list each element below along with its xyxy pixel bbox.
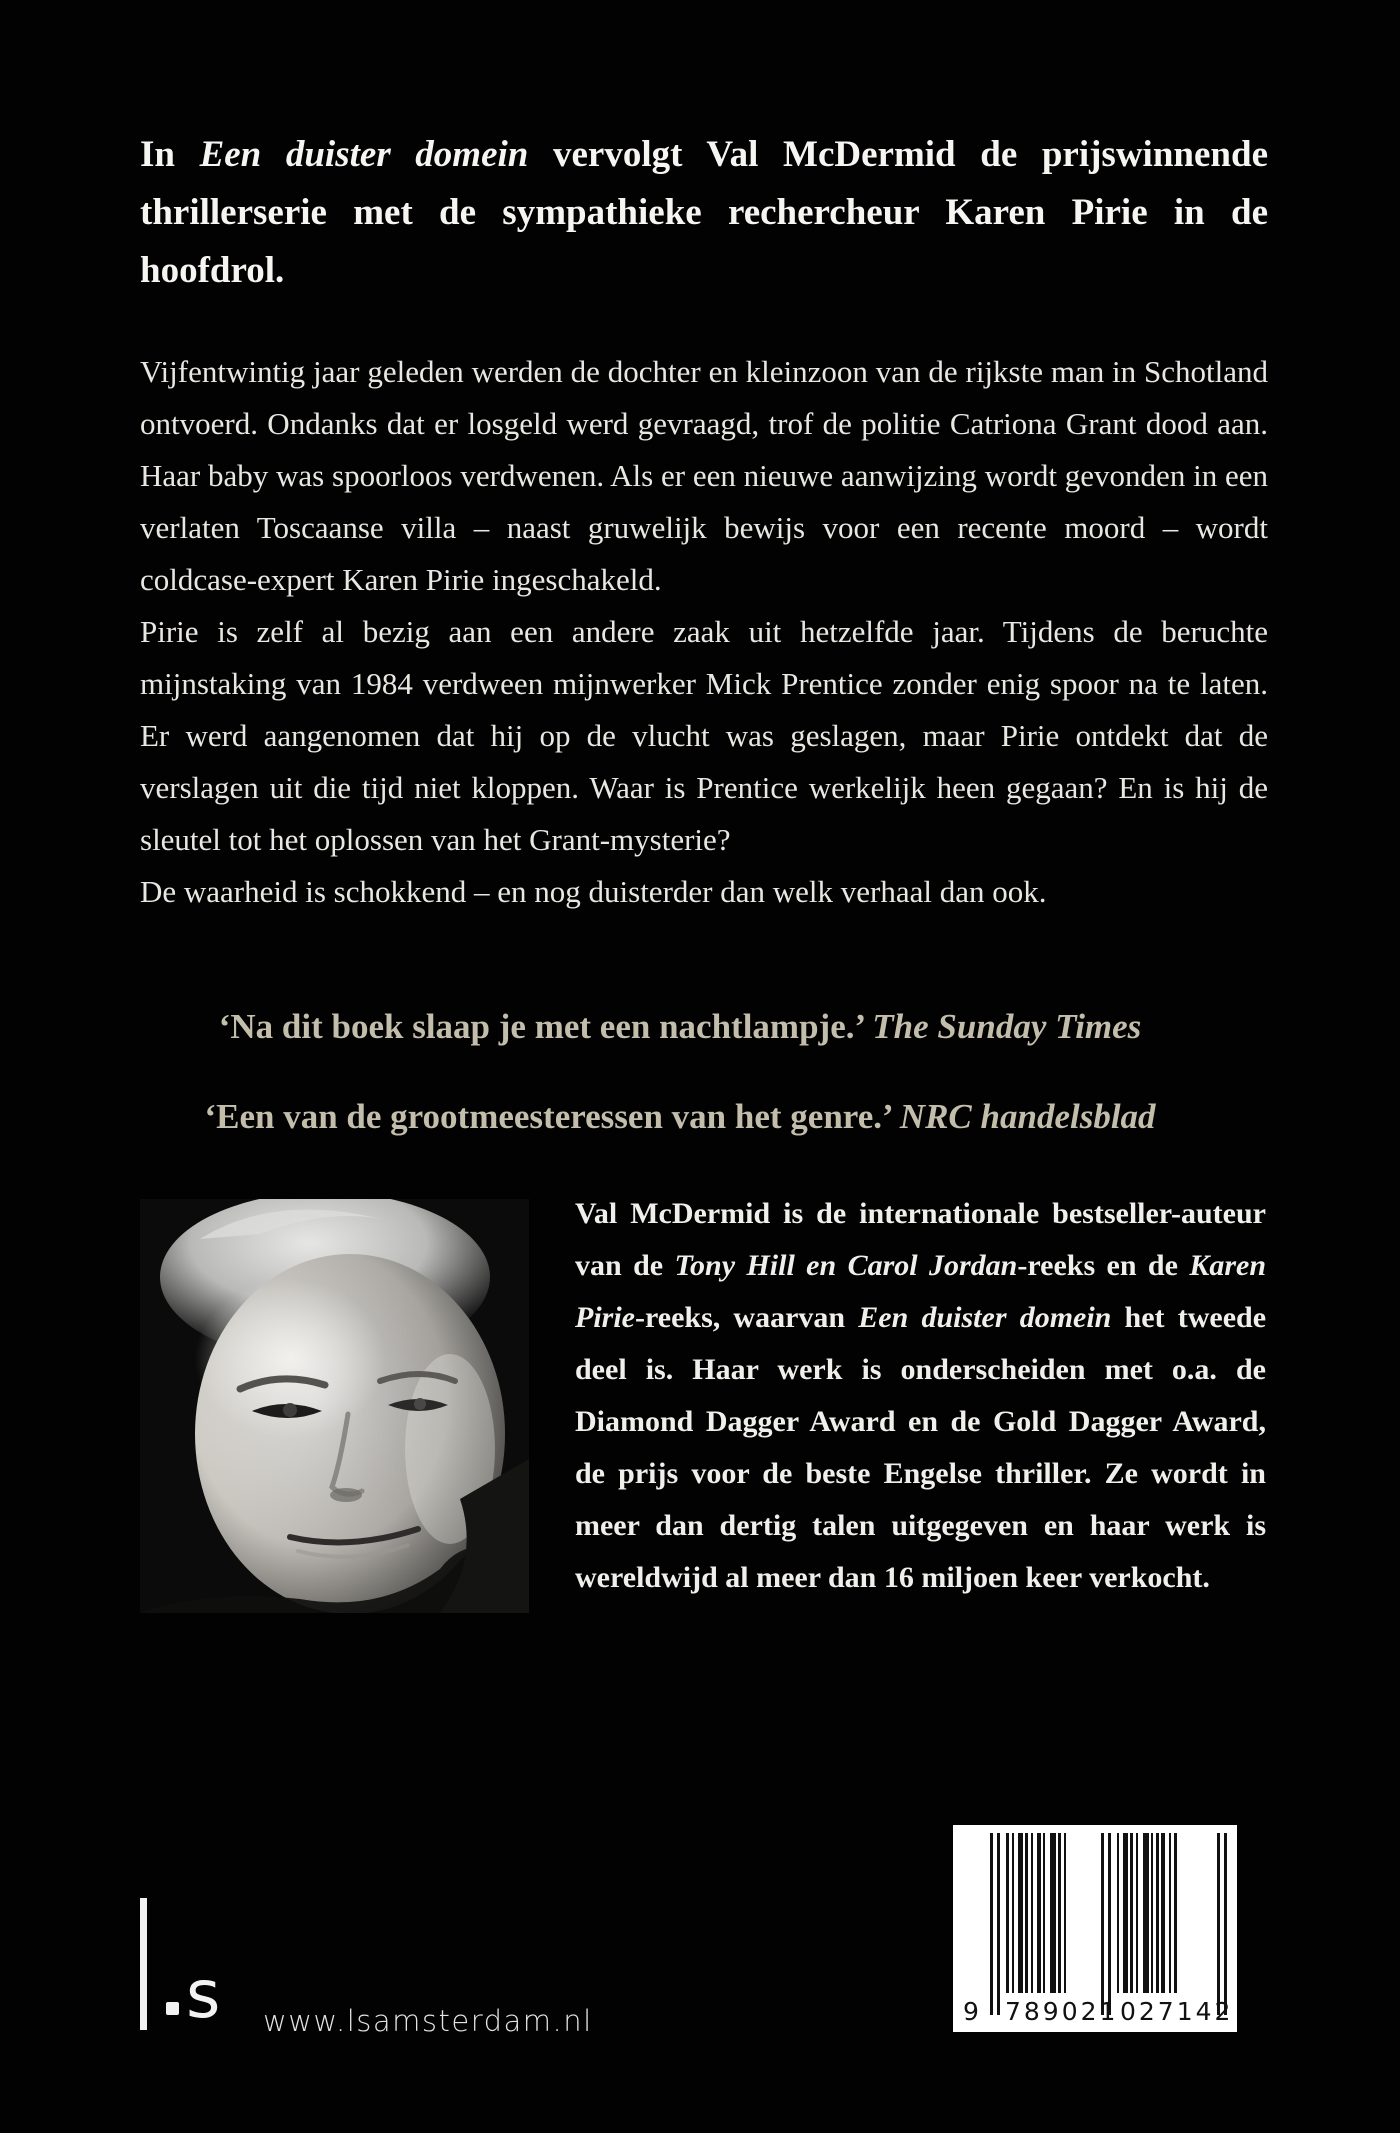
bio-series-tony-hill: Tony Hill en Carol Jordan	[674, 1249, 1018, 1282]
bio-series-karen-pirie: Karen Pirie	[575, 1249, 1266, 1334]
press-quotes	[100, 982, 1260, 1162]
quote-nrc	[100, 1072, 1260, 1162]
quote-text: ‘Een van de grootmeesteressen van het genre.’	[204, 1097, 900, 1136]
synopsis-paragraph-2: Pirie is zelf al bezig aan een andere zaak uit hetzelfde jaar. Tijdens de beruchte mijnstaking van 1984 verdween mijnwerker Mick Prentice zonder enig spoor na te laten. Er werd aangenomen dat hij op de vlucht was geslagen, maar Pirie ontdekt dat de verslagen uit die tijd niet kloppen. Waar is Prentice werkelijk heen gegaan? En is hij de sleutel tot het oplossen van het Grant-mysterie?	[140, 614, 1268, 857]
publisher-logo-dot	[166, 2002, 179, 2015]
publisher-logo-s: s	[186, 1956, 221, 2033]
barcode-group2: 027142	[1120, 1997, 1234, 2026]
book-title-italic: Een duister domein	[199, 134, 529, 175]
barcode-group1: 789021	[1005, 1997, 1119, 2026]
author-bio	[575, 1188, 1266, 1604]
synopsis-paragraph-1: Vijfentwintig jaar geleden werden de dochter en kleinzoon van de rijkste man in Schotland ontvoerd. Ondanks dat er losgeld werd gevraagd, trof de politie Catriona Grant dood aan. Haar baby was spoorloos verdwenen. Als er een nieuwe aanwijzing wordt gevonden in een verlaten Toscaanse villa – naast gruwelijk bewijs voor een recente moord – wordt coldcase-expert Karen Pirie ingeschakeld.	[140, 354, 1268, 597]
publisher-logo-l-bar	[140, 1898, 147, 2030]
bio-seg: -reeks en de	[1017, 1249, 1190, 1282]
bio-book-title: Een duister domein	[858, 1301, 1112, 1334]
quote-source: The Sunday Times	[872, 1007, 1142, 1046]
bio-seg: het tweede deel is. Haar werk is onderscheiden met o.a. de Diamond Dagger Award en de Gold Dagger Award, de prijs voor de beste Engelse thriller. Ze wordt in meer dan dertig talen uitgegeven en haar werk is wereldwijd al meer dan 16 miljoen keer verkocht.	[575, 1301, 1267, 1594]
bio-seg: -reeks, waarvan	[635, 1301, 859, 1334]
publisher-website: www.lsamsterdam.nl	[263, 2004, 593, 2038]
quote-source: NRC handelsblad	[899, 1097, 1156, 1136]
author-photo	[140, 1199, 529, 1613]
bio-seg: Val McDermid is de internationale bestseller-auteur van de	[575, 1197, 1266, 1282]
intro-post: vervolgt Val McDermid de prijswinnende thrillerserie met de sympathieke rechercheur Karen Pirie in de hoofdrol.	[140, 134, 1268, 291]
synopsis	[140, 346, 1268, 918]
quote-text: ‘Na dit boek slaap je met een nachtlampje.’	[218, 1007, 873, 1046]
intro-blurb	[140, 126, 1268, 300]
barcode-prefix: 9	[963, 1997, 979, 2026]
quote-sunday-times	[100, 982, 1260, 1072]
synopsis-paragraph-3: De waarheid is schokkend – en nog duisterder dan welk verhaal dan ook.	[140, 874, 1047, 909]
barcode	[953, 1825, 1237, 2032]
intro-pre: In	[140, 134, 200, 175]
